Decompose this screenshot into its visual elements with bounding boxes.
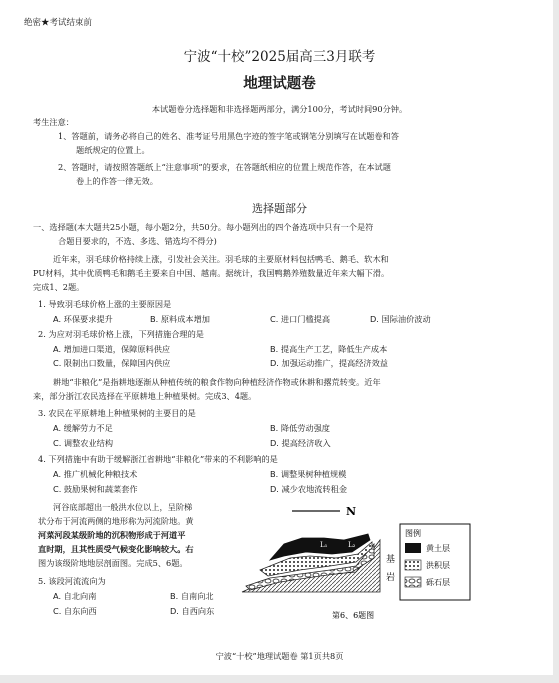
passage-line: 来，部分浙江农民选择在平原耕地上种植果树。完成3、4题。 — [33, 391, 257, 401]
note-line: 卷上的作答一律无效。 — [76, 176, 158, 186]
passage-line: 河菜河段某级阶地的沉积物形成于河道平 — [38, 530, 186, 540]
option: A. 缓解劳力不足 — [53, 423, 113, 433]
intro-line: 本试题卷分选择题和非选择题两部分，满分100分，考试时间90分钟。 — [151, 104, 408, 114]
option: D. 减少农地流转租金 — [270, 484, 348, 494]
option: B. 调整果树种植规模 — [270, 469, 347, 479]
option: A. 增加进口渠道，保障原料供应 — [53, 344, 171, 354]
option: C. 调整农业结构 — [53, 438, 114, 448]
passage-line: PU材料，其中优质鸭毛和鹅毛主要来自中国、越南。据统计，我国鸭鹅养殖数量近年来大幅下滑。 — [33, 268, 390, 278]
question-stem: 4. 下列措施中有助于缓解浙江省耕地“非粮化”带来的不利影响的是 — [38, 454, 278, 464]
legend-label: 洪积层 — [426, 561, 450, 570]
option: D. 提高经济收入 — [270, 438, 331, 448]
option: A. 自北向南 — [53, 591, 97, 601]
confidential-mark: 绝密★考试结束前 — [24, 18, 93, 28]
bedrock-label: 基 — [386, 555, 396, 565]
note-line: 题纸规定的位置上。 — [76, 145, 150, 155]
passage-line: 直时期，且其性质受气候变化影响较大。右 — [38, 544, 194, 554]
note-line: 2、答题时，请按照答题纸上“注意事项”的要求，在答题纸相应的位置上规范作答，在本试题 — [58, 162, 391, 172]
option: D. 国际油价波动 — [370, 314, 431, 324]
bedrock-label: 岩 — [386, 573, 396, 583]
terrace-mark: L₁ — [320, 541, 328, 549]
passage-line: 图为该级阶地地层剖面图。完成5、6题。 — [38, 558, 188, 568]
part-instructions: 一、选择题(本大题共25小题，每小题2分，共50分。每小题列出的四个备选项中只有一个是符 — [33, 222, 374, 232]
option: A. 推广机械化种粮技术 — [53, 469, 138, 479]
legend-title: 图例 — [405, 529, 421, 538]
passage-line: 完成1、2题。 — [33, 282, 85, 292]
option: D. 加强运动推广，提高经济效益 — [270, 358, 388, 368]
question-stem: 3. 农民在平原耕地上种植果树的主要目的是 — [38, 408, 196, 418]
north-label: N — [346, 505, 357, 518]
legend-label: 黄土层 — [426, 544, 450, 553]
option: B. 原料成本增加 — [150, 314, 210, 324]
note-line: 1、答题前，请务必将自己的姓名、准考证号用黑色字迹的签字笔或钢笔分别填写在试题卷和答 — [58, 131, 399, 141]
option: D. 自西向东 — [170, 606, 215, 616]
passage-line: 河谷底部超出一般洪水位以上，呈阶梯 — [53, 502, 193, 512]
option: B. 自南向北 — [170, 591, 214, 601]
section-title: 选择题部分 — [252, 202, 307, 215]
question-stem: 1. 导致羽毛球价格上涨的主要原因是 — [38, 299, 172, 309]
page-edge-right — [553, 0, 559, 683]
terrace-mark: L₂ — [348, 541, 356, 549]
option: B. 提高生产工艺，降低生产成本 — [270, 344, 388, 354]
passage-line: 耕地“非粮化”是指耕地逐渐从种植传统的粮食作物向种植经济作物或休耕和撂荒转变。近年 — [53, 377, 381, 387]
option: A. 环保要求提升 — [53, 314, 113, 324]
option: C. 进口门槛提高 — [270, 314, 331, 324]
exam-title: 宁波“十校”2025届高三3月联考 — [183, 49, 376, 65]
page-edge-bottom — [0, 675, 559, 683]
page-footer: 宁波“十校”地理试题卷 第1页共8页 — [215, 651, 344, 661]
question-stem: 2. 为应对羽毛球价格上涨，下列措施合理的是 — [38, 329, 204, 339]
terrace-profile-figure — [240, 500, 480, 626]
option: C. 鼓励果树和蔬菜套作 — [53, 484, 138, 494]
notes-heading: 考生注意： — [33, 117, 74, 127]
passage-line: 近年来，羽毛球价格持续上涨，引发社会关注。羽毛球的主要原材料包括鸭毛、鹅毛、软木和 — [53, 254, 389, 264]
legend-swatch-alluvial — [405, 560, 421, 570]
passage-line: 状分布于河流两侧的地形称为河流阶地。黄 — [38, 516, 194, 526]
option: C. 自东向西 — [53, 606, 97, 616]
option: B. 降低劳动强度 — [270, 423, 330, 433]
question-stem: 5. 该段河流流向为 — [38, 576, 106, 586]
figure-caption: 第6、6题图 — [332, 611, 375, 620]
legend-swatch-loess — [405, 543, 421, 553]
legend-label: 砾石层 — [426, 578, 450, 587]
legend-swatch-gravel — [405, 577, 421, 587]
paper-subtitle: 地理试题卷 — [243, 75, 316, 92]
part-instructions: 合题目要求的，不选、多选、错选均不得分) — [58, 236, 217, 246]
option: C. 限制出口数量，保障国内供应 — [53, 358, 171, 368]
